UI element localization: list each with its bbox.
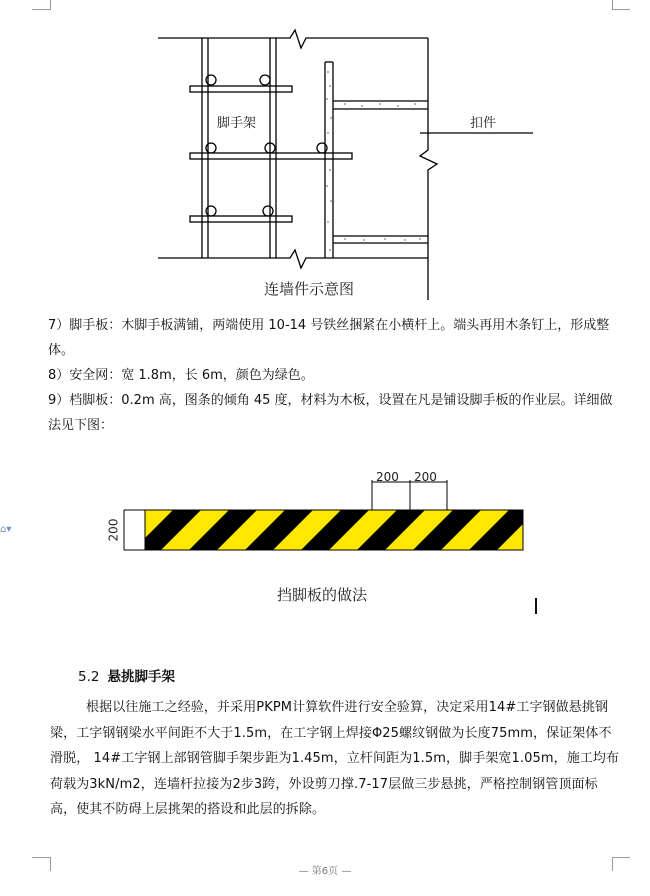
crop-mark-top-left-h <box>32 9 50 10</box>
dim-top-2: 200 <box>414 470 437 484</box>
section-paragraph <box>50 695 620 823</box>
item-9: 9）档脚板：0.2m 高，图条的倾角 45 度，材料为木板，设置在凡是铺设脚手板的作业层。详细做法见下图： <box>48 393 613 433</box>
crop-mark-bottom-left-h <box>32 857 50 858</box>
section-heading <box>78 665 175 685</box>
toe-board-diagram <box>100 465 540 565</box>
section-paragraph-text: 根据以往施工之经验，并采用PKPM计算软件进行安全验算，决定采用14#工字钢做悬挑钢梁，工字钢钢梁水平间距不大于1.5m，在工字钢上焊接Φ25螺纹钢做为长度75mm，保证架体不滑脱， 14#工字钢上部钢管脚手架步距为1.45m，立杆间距为1.5m，脚手架宽1.05m，施工均布荷载为3kN/m2，连墙杆拉接为2步3跨，外设剪刀撑.7-17层做三步悬挑，严格控制钢管顶面标高，使其不防碍上层挑架的搭设和此层的拆除。 <box>50 700 620 817</box>
figure1-caption: 连墙件示意图 <box>264 280 355 298</box>
section-number: 5.2 <box>78 669 100 685</box>
item-8: 8）安全网：宽 1.8m，长 6m，颜色为绿色。 <box>48 368 314 383</box>
crop-mark-top-right-h <box>612 9 630 10</box>
crop-mark-top-right-v <box>612 0 613 10</box>
item-list <box>48 313 618 438</box>
expand-icon[interactable]: ⌂▾ <box>0 524 12 535</box>
crop-mark-top-left-v <box>50 0 51 10</box>
text-cursor <box>535 598 537 614</box>
item-7: 7）脚手板：木脚手板满铺，两端使用 10-14 号铁丝捆紧在小横杆上。端头再用木条钉上，形成整体。 <box>48 318 610 358</box>
crop-mark-bottom-right-h <box>612 857 630 858</box>
page-number: — 第6页 — <box>298 866 352 877</box>
scaffold-label: 脚手架 <box>217 116 257 131</box>
figure2-caption: 挡脚板的做法 <box>277 586 368 604</box>
toe-board-stripes <box>145 510 523 550</box>
dim-side: 200 <box>106 518 121 542</box>
wall-tie-diagram <box>150 0 550 300</box>
fastener-label: 扣件 <box>470 116 497 131</box>
dim-top-1: 200 <box>376 470 399 484</box>
section-title: 悬挑脚手架 <box>107 669 175 685</box>
